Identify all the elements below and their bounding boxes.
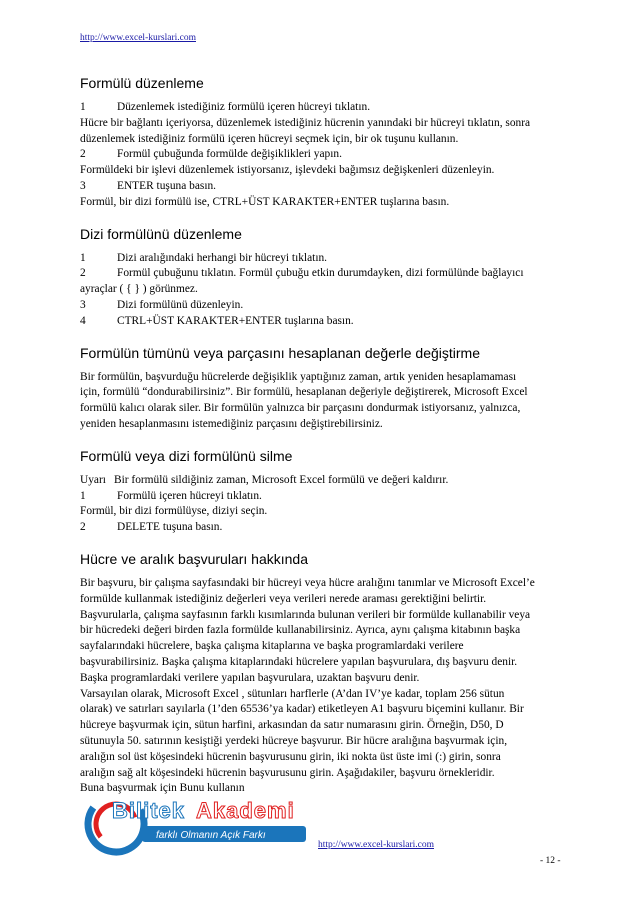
step-item <box>80 179 570 195</box>
body-text: aralığın sol üst köşesindeki hücrenin başvurusunu girin, iki nokta üst üste imi (:) girin, sonra <box>80 750 501 763</box>
step-text: Düzenlemek istediğiniz formülü içeren hücreyi tıklatın. <box>117 101 371 113</box>
body-text: düzenlemek istediğiniz formülü içeren hücreyi seçmek için, bir ok tuşunu kullanın. <box>80 132 459 145</box>
body-text: olarak) ve satırları sayılarla (1’den 65536’ya kadar) etiketleyen A1 başvuru biçemini kullanır. Bir <box>80 703 524 716</box>
logo-name-part2: Akademi <box>196 798 295 823</box>
section-title: Dizi formülünü düzenleme <box>80 225 242 242</box>
step-number: 3 <box>80 298 86 311</box>
page-number: - 12 - <box>540 856 561 866</box>
header-url-link[interactable]: http://www.excel-kurslari.com <box>80 33 196 43</box>
body-text: hücreye başvurmak için, sütun harfini, arkasından da satır numarasını girin. Örneğin, D50, D <box>80 719 504 732</box>
body-text: sütunuyla 50. satırının kesiştiği yerdeki hücreye başvurur. Bir hücre aralığına başvurmak için, <box>80 734 508 747</box>
body-text: formülde kullanmak istediğiniz değerleri veya verileri nerede araması gerektiğini belirtir. <box>80 592 487 605</box>
warning-label: Uyarı <box>80 473 106 486</box>
body-text: başvurabilirsiniz. Başka çalışma kitaplarındaki hücrelere yapılan başvurulara, dış başvuru denir. <box>80 655 518 668</box>
body-text: Bir başvuru, bir çalışma sayfasındaki bir hücreyi veya hücre aralığını tanımlar ve Microsoft Excel’e <box>80 576 535 589</box>
body-text: Varsayılan olarak, Microsoft Excel , sütunları harflerle (A’dan IV’ye kadar, toplam 256 sütun <box>80 687 505 700</box>
section-references <box>80 550 570 797</box>
body-text: Bir formülün, başvurduğu hücrelerde değişiklik yaptığınız zaman, artık yeniden hesaplamaması <box>80 370 517 383</box>
step-text: Formül çubuğunda formülde değişiklikleri yapın. <box>117 148 342 161</box>
warning-text: Bir formülü sildiğiniz zaman, Microsoft Excel formülü ve değeri kaldırır. <box>114 473 449 486</box>
logo-name-part1: Bilitek <box>112 798 186 823</box>
step-item <box>80 520 570 536</box>
section-title: Formülü veya dizi formülünü silme <box>80 447 293 464</box>
step-item <box>80 489 570 505</box>
step-text: ENTER tuşuna basın. <box>117 179 217 192</box>
section-title: Formülü düzenleme <box>80 75 204 91</box>
step-text: DELETE tuşuna basın. <box>117 521 223 534</box>
logo-graphic <box>82 782 312 862</box>
body-text: sayfalarındaki hücrelere, başka çalışma kitaplarına ve başka programlardaki verilere <box>80 640 464 653</box>
body-text: Formül, bir dizi formülüyse, diziyi seçin. <box>80 505 268 518</box>
body-text: Formüldeki bir işlevi düzenlemek istiyorsanız, işlevdeki bağımsız değişkenleri düzenleyin. <box>80 164 495 177</box>
step-number: 2 <box>80 148 86 161</box>
warning-line <box>80 473 570 489</box>
step-item <box>80 298 570 314</box>
section-array-formula-edit <box>80 225 570 330</box>
step-number: 2 <box>80 521 86 534</box>
section-formula-edit <box>80 74 570 211</box>
footer-url-link[interactable]: http://www.excel-kurslari.com <box>318 840 434 850</box>
step-number: 4 <box>80 314 86 327</box>
body-text: ayraçlar ( { } ) görünmez. <box>80 283 198 296</box>
step-item <box>80 100 570 116</box>
body-text: Hücre bir bağlantı içeriyorsa, düzenlemek istediğiniz hücrenin yanındaki bir hücreyi tıklatın, sonra <box>80 116 531 129</box>
section-title: Hücre ve aralık başvuruları hakkında <box>80 550 308 567</box>
step-text: CTRL+ÜST KARAKTER+ENTER tuşlarına basın. <box>117 314 354 327</box>
body-text: formülü kalıcı olarak siler. Bir formülün yalnızca bir parçasını dondurmak istiyorsanız, yalnızca, <box>80 402 521 415</box>
step-item <box>80 147 570 163</box>
section-title: Formülün tümünü veya parçasını hesaplanan değerle değiştirme <box>80 344 481 361</box>
bilitek-akademi-logo <box>82 782 312 862</box>
logo-slogan: farklı Olmanın Açık Farkı <box>156 830 266 841</box>
body-text: Formül, bir dizi formülü ise, CTRL+ÜST KARAKTER+ENTER tuşlarına basın. <box>80 195 450 208</box>
step-item <box>80 251 570 267</box>
section-replace-with-value <box>80 344 570 433</box>
step-number: 2 <box>80 267 86 280</box>
step-item <box>80 314 570 330</box>
body-text: Başvurularla, çalışma sayfasının farklı kısımlarında bulunan verileri bir formülde kullanabilir veya <box>80 608 531 621</box>
step-text: Dizi formülünü düzenleyin. <box>117 298 244 311</box>
step-text: Formülü içeren hücreyi tıklatın. <box>117 489 262 502</box>
step-text: Formül çubuğunu tıklatın. Formül çubuğu etkin durumdayken, dizi formülünde bağlayıcı <box>117 267 524 280</box>
step-number: 3 <box>80 179 86 192</box>
body-text: bir hücredeki değeri birden fazla formülde kullanabilirsiniz. Ayrıca, aynı çalışma kitabının başka <box>80 624 521 637</box>
document-body <box>80 74 570 811</box>
body-text: için, formülü “dondurabilirsiniz”. Bir formülü, hesaplanan değeriyle değiştirerek, Microsoft Excel <box>80 386 528 399</box>
step-number: 1 <box>80 251 86 264</box>
body-text: Başka programlardaki verilere yapılan başvurulara, uzaktan başvuru denir. <box>80 671 420 684</box>
body-text: Buna başvurmak için Bunu kullanın <box>80 782 245 795</box>
step-number: 1 <box>80 101 86 113</box>
step-text: Dizi aralığındaki herhangi bir hücreyi tıklatın. <box>117 251 328 264</box>
body-text: aralığın sağ alt köşesindeki hücrenin başvurusunu girin. Aşağıdakiler, başvuru örnekleridir. <box>80 766 495 779</box>
step-number: 1 <box>80 489 86 502</box>
step-item <box>80 266 570 282</box>
section-delete-formula <box>80 447 570 536</box>
body-text: yeniden hesaplanmasını istemediğiniz parçasını değiştirebilirsiniz. <box>80 417 383 430</box>
